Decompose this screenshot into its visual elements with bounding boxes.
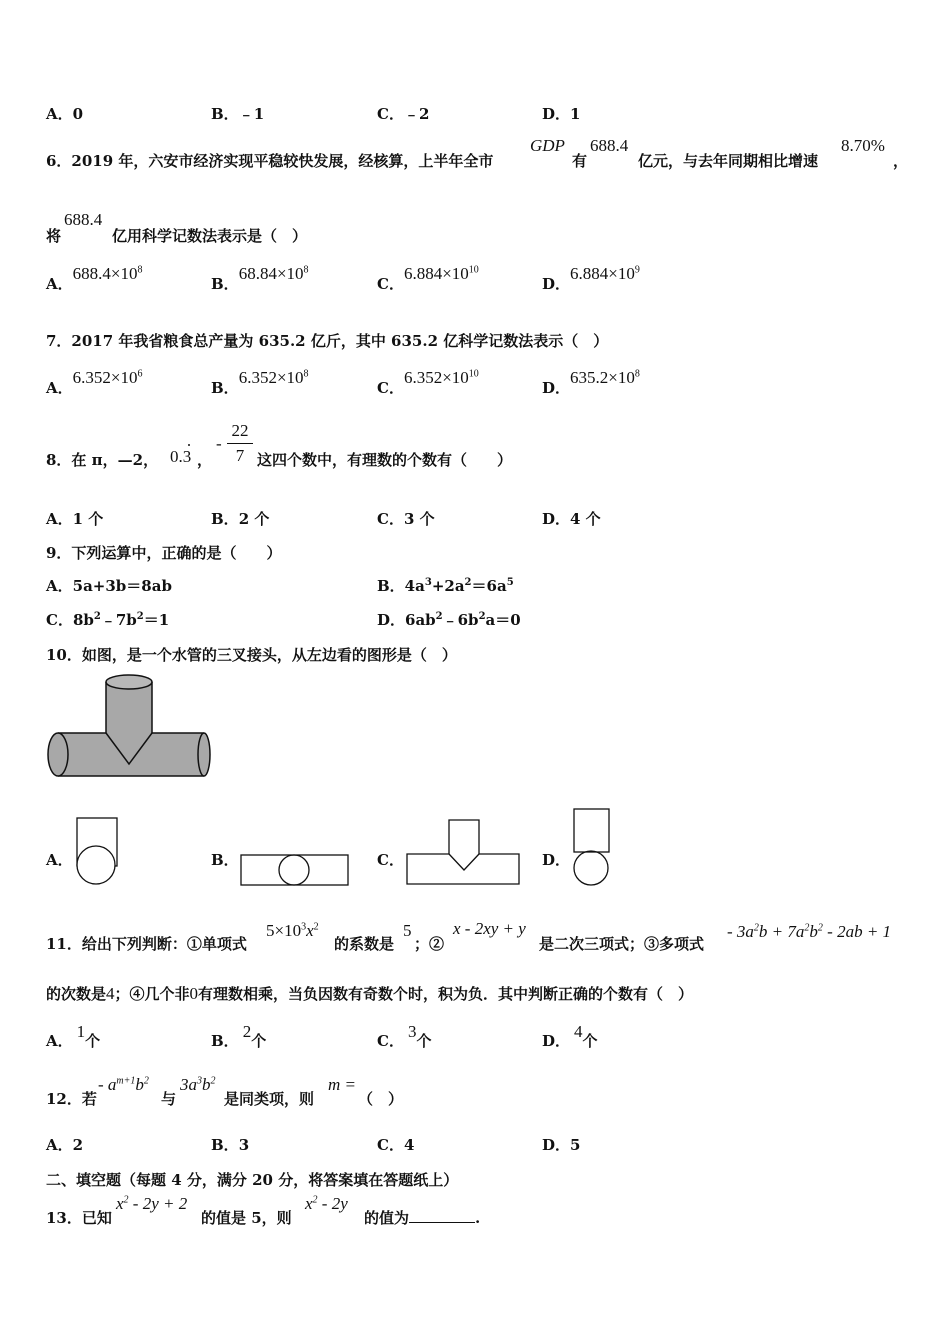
- option-letter: A．: [46, 1032, 73, 1050]
- option-text: 1: [570, 105, 581, 123]
- q10-option-c-figure: [405, 817, 523, 887]
- q7-option-d: [542, 368, 640, 398]
- option-math: [570, 264, 640, 283]
- exponent: 2: [817, 922, 823, 934]
- option-math: [239, 264, 309, 283]
- q10-option-d-label: D．: [542, 851, 571, 869]
- option-letter: B．: [211, 1136, 239, 1154]
- option-letter: C．: [377, 105, 404, 123]
- option-letter: A．: [46, 1136, 73, 1154]
- exponent: m+1: [116, 1075, 136, 1087]
- q11-line2: [46, 983, 693, 1004]
- q10-option-b-label: B．: [211, 851, 239, 869]
- exponent: 3: [197, 1075, 202, 1087]
- q6-stem-line1b: 亿元，与去年同期相比增速: [638, 152, 819, 170]
- q5-option-d: [542, 103, 580, 124]
- q8-neg-sign: -: [216, 434, 222, 453]
- expr-part: - 2y: [317, 1194, 348, 1213]
- exponent: 2: [312, 1194, 318, 1206]
- expr-part: x: [116, 1194, 124, 1213]
- poly-part: - 3a: [727, 922, 754, 941]
- q11-polynomial-2: [727, 922, 891, 942]
- exponent: 5: [506, 577, 514, 588]
- q10-option-d-figure: [570, 806, 614, 888]
- option-letter: D．: [542, 1032, 571, 1050]
- q12-option-a: [46, 1134, 83, 1155]
- option-letter: D．: [542, 275, 571, 293]
- q8-repeating-decimal: [170, 447, 191, 467]
- option-letter: C．: [377, 1032, 404, 1050]
- text-part: ＝6a: [471, 577, 507, 595]
- option-math: [239, 368, 309, 387]
- text-part: 的值为: [364, 1209, 410, 1227]
- exponent: 8: [303, 264, 309, 276]
- term-part: - a: [98, 1075, 117, 1094]
- option-math: [404, 264, 479, 283]
- expr-part: - 2y + 2: [128, 1194, 188, 1213]
- q6-rate: 8.70%: [841, 136, 885, 155]
- option-text: 2 个: [238, 510, 270, 528]
- option-text: 4: [403, 1136, 415, 1154]
- q12-option-b: [211, 1134, 249, 1155]
- option-letter: B．: [211, 510, 239, 528]
- text-part: C．8b: [46, 611, 94, 629]
- mantissa: 6.884×10: [570, 264, 635, 283]
- q9-option-b: [377, 575, 514, 596]
- text-part: ＝1: [143, 611, 170, 629]
- option-number: 3: [407, 1022, 417, 1041]
- q12-m-equals: m =: [328, 1075, 356, 1094]
- exponent: 8: [634, 368, 640, 380]
- option-unit: 个: [251, 1032, 267, 1050]
- q10-option-b-figure: [239, 852, 351, 888]
- exponent: 2: [313, 921, 319, 933]
- q6-option-a: [46, 264, 143, 294]
- option-letter: B．: [211, 379, 239, 397]
- option-text: 1 个: [72, 510, 104, 528]
- option-letter: D．: [542, 1136, 571, 1154]
- exponent: 8: [303, 368, 309, 380]
- q6-option-b: [211, 264, 309, 294]
- poly-part: - 2ab + 1: [822, 922, 892, 941]
- exponent: 2: [93, 611, 101, 622]
- q8-fraction: [227, 421, 253, 466]
- q11-part3: 是二次三项式；③多项式: [539, 935, 705, 953]
- option-unit: 个: [582, 1032, 598, 1050]
- q6-gdp: GDP: [530, 136, 565, 155]
- mantissa: 688.4×10: [72, 264, 138, 283]
- q13-expression-1: [116, 1194, 187, 1214]
- q5-option-c: [377, 103, 429, 124]
- exponent: 2: [464, 577, 472, 588]
- option-letter: C．: [377, 379, 404, 397]
- fraction-bar: [227, 443, 253, 444]
- option-number: 2: [242, 1022, 252, 1041]
- q12-stem-start: 12．若: [46, 1090, 97, 1108]
- option-text: 0: [72, 105, 84, 123]
- option-unit: 个: [416, 1032, 432, 1050]
- option-text: 3: [238, 1136, 250, 1154]
- q8-option-b: [211, 508, 269, 529]
- q5-option-a: [46, 103, 83, 124]
- q6-option-c: [377, 264, 479, 294]
- option-letter: B．: [211, 1032, 239, 1050]
- term-part: b: [202, 1075, 211, 1094]
- option-number: 4: [574, 1022, 583, 1041]
- mantissa: 6.352×10: [403, 368, 469, 387]
- q9-option-c: [46, 609, 169, 630]
- option-letter: C．: [377, 510, 404, 528]
- q11-monomial: [266, 921, 319, 941]
- q13-expression-2: [305, 1194, 348, 1214]
- option-math: [404, 368, 479, 387]
- q6-option-d: [542, 264, 640, 294]
- q8-option-d: [542, 508, 601, 529]
- q7-option-b: [211, 368, 309, 398]
- option-text: ﹣1: [238, 105, 265, 123]
- mantissa: 635.2×10: [570, 368, 635, 387]
- option-math: [73, 264, 143, 283]
- exponent: 3: [301, 921, 307, 933]
- q6-comma: ，: [893, 152, 909, 170]
- exponent: 2: [753, 922, 759, 934]
- numerator: 22: [231, 421, 249, 440]
- option-letter: A．: [46, 275, 73, 293]
- q9-option-d: [377, 609, 521, 630]
- q10-option-a-figure: [74, 815, 120, 887]
- option-letter: A．: [46, 379, 73, 397]
- text-part: ﹣7b: [100, 611, 137, 629]
- section-2-heading: 二、填空题（每题 4 分，满分 20 分，将答案填在答题纸上）: [46, 1171, 459, 1189]
- text-part: a＝0: [485, 611, 521, 629]
- q9-stem: 9．下列运算中，正确的是（ ）: [46, 544, 282, 562]
- q6-stem-line2: 亿用科学记数法表示是（ ）: [112, 227, 308, 245]
- q8-stem-end: 这四个数中，有理数的个数有（ ）: [257, 451, 513, 469]
- poly-part: b + 7a: [758, 922, 805, 941]
- q6-value1: 688.4: [590, 136, 629, 155]
- option-text: 3 个: [403, 510, 435, 528]
- q7-stem: 7．2017 年我省粮食总产量为 635.2 亿斤，其中 635.2 亿科学记数法表示（ ）: [46, 332, 609, 350]
- option-letter: C．: [377, 1136, 404, 1154]
- option-text: 2: [72, 1136, 84, 1154]
- mantissa: 6.884×10: [403, 264, 469, 283]
- exponent: 8: [137, 264, 143, 276]
- option-letter: D．: [542, 105, 571, 123]
- text-part: .: [475, 1209, 481, 1227]
- degree-value: 4: [106, 984, 115, 1003]
- mantissa: 6.352×10: [72, 368, 138, 387]
- q11-polynomial-1: x - 2xy + y: [453, 919, 526, 938]
- text-part: ；④几个非: [114, 985, 190, 1003]
- q13-stem-end: [364, 1207, 480, 1228]
- q7-option-c: [377, 368, 479, 398]
- q12-yu: 与: [161, 1090, 177, 1108]
- q13-stem-mid: 的值是 5，则: [201, 1209, 292, 1227]
- q12-option-c: [377, 1134, 414, 1155]
- exponent: 2: [435, 611, 443, 622]
- q6-stem-line1: 6．2019 年，六安市经济实现平稳较快发展，经核算，上半年全市: [46, 152, 494, 170]
- exponent: 6: [137, 368, 143, 380]
- option-letter: C．: [377, 275, 404, 293]
- q12-term-1: [98, 1075, 149, 1095]
- q8-option-a: [46, 508, 103, 529]
- option-letter: B．: [211, 275, 239, 293]
- text-part: ﹣6b: [442, 611, 479, 629]
- exponent: 2: [210, 1075, 216, 1087]
- exponent: 9: [634, 264, 640, 276]
- poly-part: b: [809, 922, 818, 941]
- option-number: 1: [76, 1022, 86, 1041]
- q12-option-d: [542, 1134, 580, 1155]
- text-part: +2a: [431, 577, 465, 595]
- text-part: 有理数相乘，当负因数有奇数个时，积为负．其中判断正确的个数有（ ）: [198, 985, 694, 1003]
- q8-repeat-dot: [188, 444, 190, 446]
- option-text: 4 个: [570, 510, 601, 528]
- option-letter: A．: [46, 510, 73, 528]
- mantissa: 68.84×10: [238, 264, 304, 283]
- q6-jiang: 将: [46, 227, 62, 245]
- q5-option-b: [211, 103, 264, 124]
- text-part: 的次数是: [46, 985, 107, 1003]
- term-part: 3a: [180, 1075, 197, 1094]
- text-part: D．6ab: [377, 611, 436, 629]
- exponent: 2: [143, 1075, 149, 1087]
- q11-coef-text: 的系数是: [334, 935, 395, 953]
- denominator: 7: [235, 446, 245, 465]
- answer-blank[interactable]: [409, 1208, 475, 1223]
- q7-option-a: [46, 368, 143, 398]
- option-text: 5: [570, 1136, 581, 1154]
- q11-part2: ；②: [414, 935, 445, 953]
- q11-option-c: [377, 1022, 432, 1051]
- option-unit: 个: [85, 1032, 101, 1050]
- q12-stem-mid: 是同类项，则: [224, 1090, 315, 1108]
- q8-stem-start: 8．在 π，—2，: [46, 451, 159, 469]
- option-letter: A．: [46, 105, 73, 123]
- q8-option-c: [377, 508, 435, 529]
- mono-coef: 5×10: [266, 921, 302, 940]
- exponent: 2: [478, 611, 486, 622]
- q12-stem-end: （ ）: [358, 1090, 404, 1108]
- option-letter: B．: [211, 105, 239, 123]
- option-math: [73, 368, 143, 387]
- decimal-value: 0.3: [170, 447, 192, 466]
- exponent: 2: [804, 922, 810, 934]
- q10-option-a-label: A．: [46, 851, 73, 869]
- q8-comma: ，: [197, 451, 213, 469]
- q11-option-d: [542, 1022, 598, 1051]
- option-text: ﹣2: [403, 105, 430, 123]
- expr-part: x: [305, 1194, 313, 1213]
- text-part: B．4a: [377, 577, 425, 595]
- q9-option-a: A．5a+3b＝8ab: [46, 577, 172, 595]
- exponent: 2: [123, 1194, 129, 1206]
- q13-stem-start: 13．已知: [46, 1209, 112, 1227]
- option-math: [570, 368, 640, 387]
- q6-value2: 688.4: [64, 210, 103, 229]
- q6-you: 有: [572, 152, 588, 170]
- mono-var: x: [306, 921, 314, 940]
- q10-stem: 10．如图，是一个水管的三叉接头，从左边看的图形是（ ）: [46, 646, 457, 664]
- exponent: 10: [468, 368, 479, 380]
- exponent: 10: [468, 264, 479, 276]
- zero-value: 0: [189, 984, 199, 1003]
- q11-option-a: [46, 1022, 101, 1051]
- q11-option-b: [211, 1022, 267, 1051]
- q10-option-c-label: C．: [377, 851, 404, 869]
- exponent: 3: [424, 577, 432, 588]
- q11-stem-start: 11．给出下列判断：①单项式: [46, 935, 247, 953]
- q12-term-2: [180, 1075, 216, 1095]
- option-letter: D．: [542, 510, 571, 528]
- q11-five: 5: [403, 921, 412, 940]
- mantissa: 6.352×10: [238, 368, 304, 387]
- exponent: 2: [136, 611, 144, 622]
- tee-pipe-figure: [44, 672, 216, 782]
- option-letter: D．: [542, 379, 571, 397]
- term-part: b: [135, 1075, 144, 1094]
